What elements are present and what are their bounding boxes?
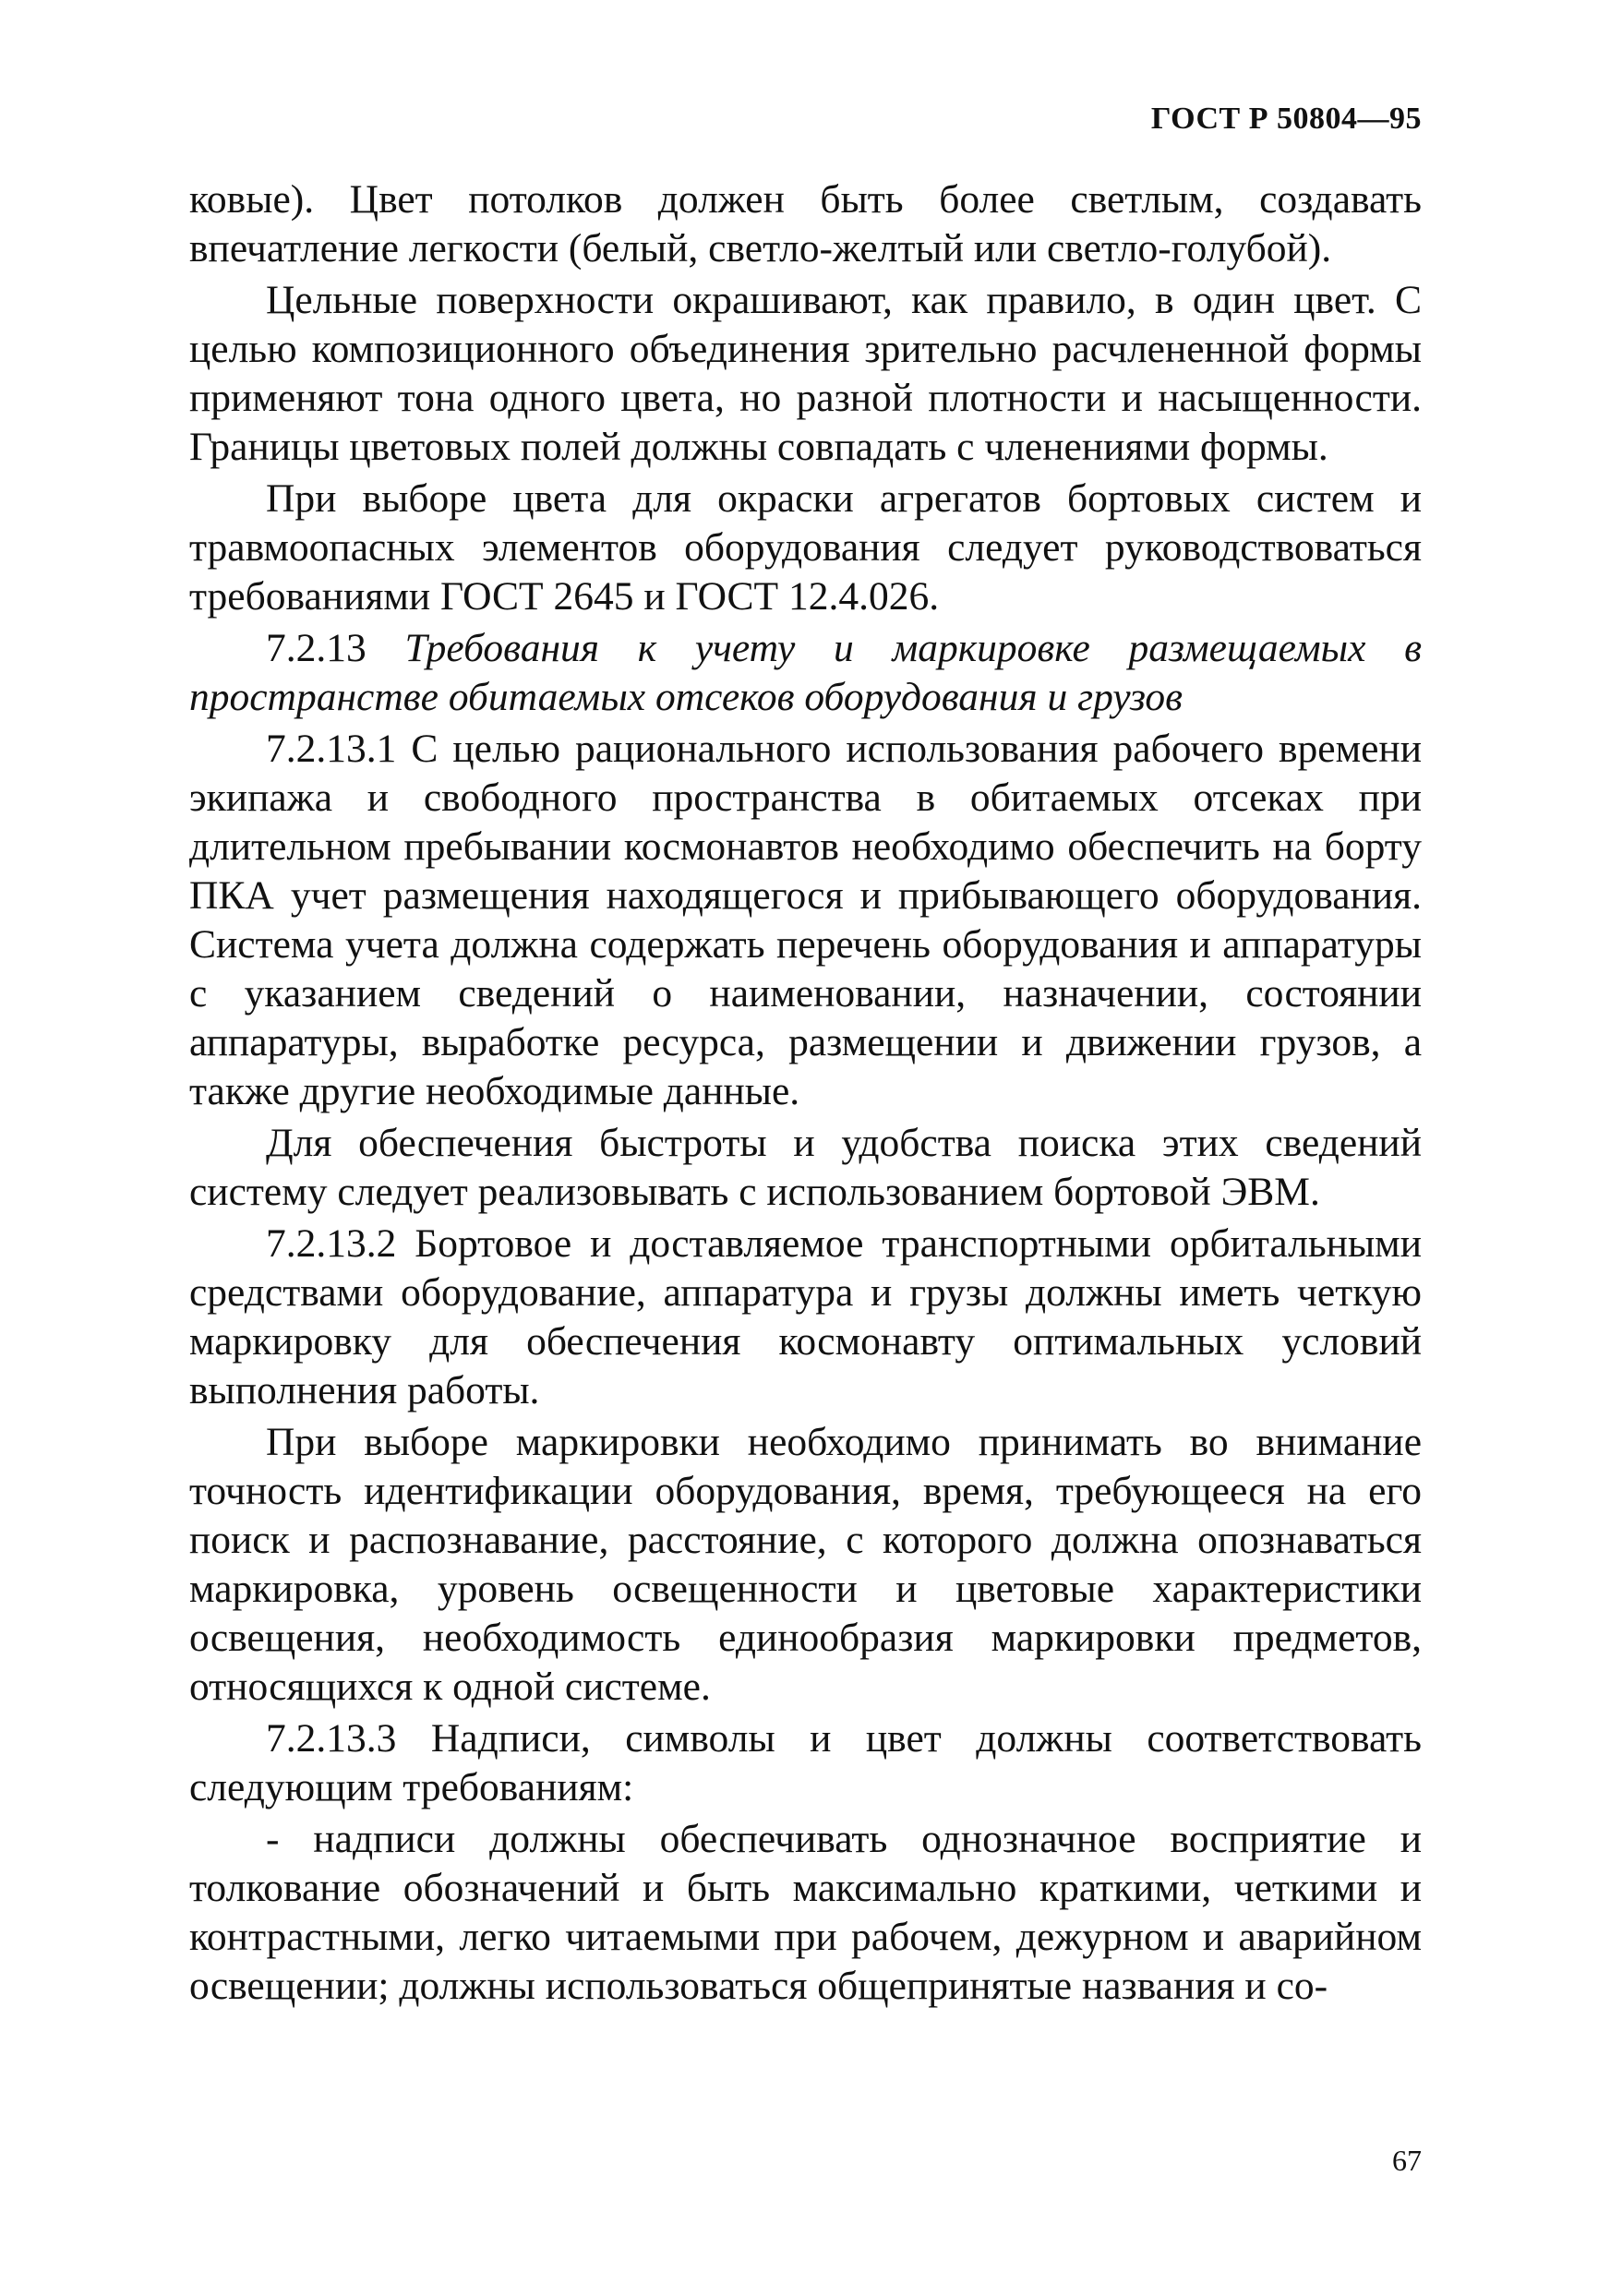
document-body [189,175,1422,2014]
paragraph-7-2-13-3: 7.2.13.3 Надписи, символы и цвет должны соответствовать следующим требованиям: [189,1716,1422,1809]
section-title: Требования к учету и маркировке размещаемых в пространстве обитаемых отсеков оборудования и грузов [189,626,1423,719]
paragraph-onboard-computer: Для обеспечения быстроты и удобства поиска этих сведений систему следует реализовывать с использованием бортовой ЭВМ. [189,1121,1422,1214]
paragraph-marking-selection: При выборе маркировки необходимо принимать во внимание точность идентификации оборудования, время, требующееся на его поиск и распознавание, расстояние, с которого должна опознаваться маркировка, уровень освещенности и цветовые характеристики освещения, необходимость единообразия маркировки предметов, относящихся к одной системе. [189,1420,1422,1709]
paragraph-surfaces: Цельные поверхности окрашивают, как правило, в один цвет. С целью композиционного объединения зрительно расчлененной формы применяют тона одного цвета, но разной плотности и насыщенности. Границы цветовых полей должны совпадать с членениями формы. [189,278,1422,469]
section-number: 7.2.13 [266,626,405,670]
paragraph-7-2-13-1: 7.2.13.1 С целью рационального использования рабочего времени экипажа и свободного пространства в обитаемых отсеках при длительном пребывании космонавтов необходимо обеспечить на борту ПКА учет размещения находящегося и прибывающего оборудования. Система учета должна содержать перечень оборудования и аппаратуры с указанием сведений о наименовании, назначении, состоянии аппаратуры, выработке ресурса, размещении и движении грузов, а также другие необходимые данные. [189,727,1422,1113]
paragraph-7-2-13-2: 7.2.13.2 Бортовое и доставляемое транспортными орбитальными средствами оборудование, аппаратура и грузы должны иметь четкую маркировку для обеспечения космонавту оптимальных условий выполнения работы. [189,1221,1422,1412]
paragraph-inscriptions-requirement: - надписи должны обеспечивать однозначное восприятие и толкование обозначений и быть максимально краткими, четкими и контрастными, легко читаемыми при рабочем, дежурном и аварийном освещении; должны использоваться общепринятые названия и со- [189,1817,1422,2008]
standard-header: ГОСТ Р 50804—95 [1150,102,1422,136]
page-number: 67 [1392,2144,1422,2177]
section-heading-7-2-13 [189,624,1422,722]
paragraph-color-selection: При выборе цвета для окраски агрегатов бортовых систем и травмоопасных элементов оборудования следует руководствоваться требованиями ГОСТ 2645 и ГОСТ 12.4.026. [189,476,1422,619]
paragraph-continuation: ковые). Цвет потолков должен быть более светлым, создавать впечатление легкости (белый, светло-желтый или светло-голубой). [189,177,1422,270]
